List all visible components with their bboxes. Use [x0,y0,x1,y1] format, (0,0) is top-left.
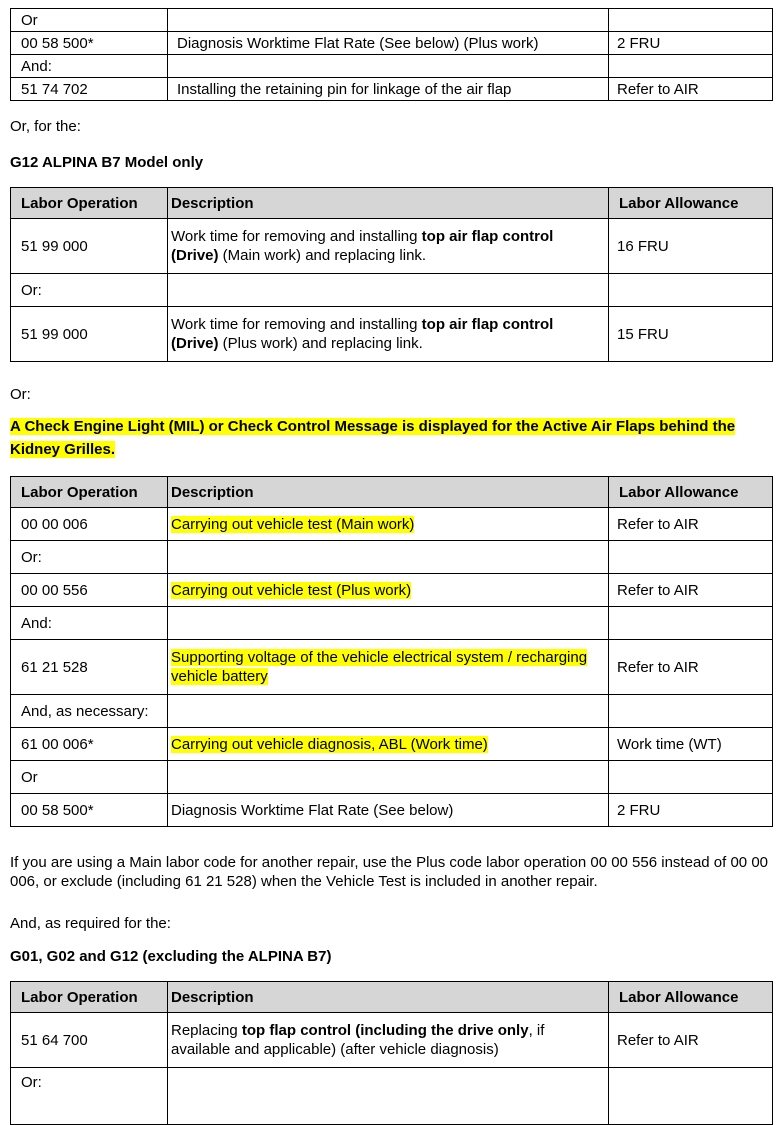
highlighted-description-text: Supporting voltage of the vehicle electrical system / recharging vehicle battery [171,649,588,685]
table-row [11,55,773,78]
labor-allowance-cell [609,1068,773,1125]
labor-operation-cell: 51 74 702 [11,78,168,101]
labor-allowance-cell [609,541,773,574]
heading-g12-alpina-b7: G12 ALPINA B7 Model only [10,154,204,171]
table-header-row [11,982,773,1013]
table-row [11,574,773,607]
labor-allowance-header: Labor Allowance [609,188,773,219]
table-row [11,508,773,541]
or-for-the-text: Or, for the: [10,118,81,135]
table-row [11,32,773,55]
description-cell [168,607,609,640]
description-cell [168,1013,609,1068]
labor-allowance-header: Labor Allowance [609,477,773,508]
labor-allowance-cell [609,274,773,307]
description-cell: Diagnosis Worktime Flat Rate (See below) [168,794,609,827]
labor-operation-cell: Or: [11,274,168,307]
description-cell [168,9,609,32]
description-cell [168,219,609,274]
table-row [11,761,773,794]
description-cell [168,508,609,541]
description-cell [168,541,609,574]
description-text: Replacing [171,1022,242,1039]
labor-table-g01-g02-g12 [10,981,773,1125]
labor-operation-cell: 61 00 006* [11,728,168,761]
check-engine-alert-text [10,415,772,461]
labor-operation-cell: Or: [11,541,168,574]
labor-allowance-cell: Work time (WT) [609,728,773,761]
description-bold-text: top air flap control (Drive) [171,316,554,352]
description-cell [168,307,609,362]
labor-allowance-cell: Refer to AIR [609,508,773,541]
description-cell [168,728,609,761]
description-header: Description [168,477,609,508]
labor-operation-cell: 00 00 556 [11,574,168,607]
labor-operation-cell: Or [11,9,168,32]
description-header: Description [168,188,609,219]
labor-operation-cell: And: [11,607,168,640]
description-bold-text: top flap control (including the drive only [241,1022,529,1039]
labor-allowance-cell: Refer to AIR [609,574,773,607]
labor-allowance-cell: 15 FRU [609,307,773,362]
description-cell [168,761,609,794]
description-cell [168,274,609,307]
labor-operation-cell: 00 00 006 [11,508,168,541]
labor-table-g12-alpina [10,187,773,362]
table-row [11,78,773,101]
labor-operation-header: Labor Operation [11,477,168,508]
labor-operation-cell: And, as necessary: [11,695,168,728]
labor-allowance-cell: Refer to AIR [609,78,773,101]
description-cell [168,1068,609,1125]
labor-operation-header: Labor Operation [11,188,168,219]
labor-allowance-header: Labor Allowance [609,982,773,1013]
labor-allowance-cell: 2 FRU [609,32,773,55]
description-cell [168,695,609,728]
highlighted-alert-text: A Check Engine Light (MIL) or Check Control Message is displayed for the Active Air Flaps behind the Kidney Grilles. [10,418,736,458]
labor-allowance-cell: Refer to AIR [609,640,773,695]
labor-operation-cell: Or [11,761,168,794]
labor-operation-cell: And: [11,55,168,78]
labor-allowance-cell [609,761,773,794]
table-header-row [11,477,773,508]
table-row [11,274,773,307]
description-cell: Diagnosis Worktime Flat Rate (See below) (Plus work) [168,32,609,55]
description-cell [168,55,609,78]
labor-allowance-cell [609,9,773,32]
labor-allowance-cell: 2 FRU [609,794,773,827]
description-cell [168,574,609,607]
labor-operation-cell: Or: [11,1068,168,1125]
table-row [11,794,773,827]
description-text: (Main work) and replacing link. [218,247,427,264]
table-row [11,9,773,32]
heading-g01-g02-g12: G01, G02 and G12 (excluding the ALPINA B7) [10,948,332,965]
description-bold-text: top air flap control (Drive) [171,228,554,264]
table-row [11,541,773,574]
highlighted-description-text: Carrying out vehicle test (Main work) [171,515,415,533]
description-cell: Installing the retaining pin for linkage of the air flap [168,78,609,101]
labor-operation-cell: 61 21 528 [11,640,168,695]
note-paragraph: If you are using a Main labor code for another repair, use the Plus code labor operation 00 00 556 instead of 00 00 006, or exclude (including 61 21 528) when the Vehicle Test is included in another repair. [10,854,769,890]
table-row [11,1068,773,1125]
labor-table-continuation [10,8,773,101]
description-header: Description [168,982,609,1013]
labor-operation-cell: 51 99 000 [11,219,168,274]
or-text: Or: [10,386,31,403]
labor-allowance-cell [609,607,773,640]
table-row [11,695,773,728]
description-text: Work time for removing and installing [171,228,422,245]
description-cell [168,640,609,695]
labor-operation-cell: 00 58 500* [11,32,168,55]
labor-allowance-cell [609,695,773,728]
labor-allowance-cell [609,55,773,78]
table-row [11,307,773,362]
highlighted-description-text: Carrying out vehicle test (Plus work) [171,581,412,599]
labor-operation-header: Labor Operation [11,982,168,1013]
table-row [11,728,773,761]
table-row [11,640,773,695]
labor-operation-cell: 00 58 500* [11,794,168,827]
highlighted-description-text: Carrying out vehicle diagnosis, ABL (Work time) [171,735,488,753]
description-text: , if available and applicable) (after vehicle diagnosis) [171,1022,545,1058]
table-row [11,1013,773,1068]
table-row [11,607,773,640]
labor-operation-cell: 51 99 000 [11,307,168,362]
description-text: Work time for removing and installing [171,316,422,333]
labor-allowance-cell: 16 FRU [609,219,773,274]
labor-operation-cell: 51 64 700 [11,1013,168,1068]
labor-table-air-flaps [10,476,773,827]
table-header-row [11,188,773,219]
table-row [11,219,773,274]
description-text: (Plus work) and replacing link. [218,335,423,352]
and-as-required-text: And, as required for the: [10,915,171,932]
labor-allowance-cell: Refer to AIR [609,1013,773,1068]
